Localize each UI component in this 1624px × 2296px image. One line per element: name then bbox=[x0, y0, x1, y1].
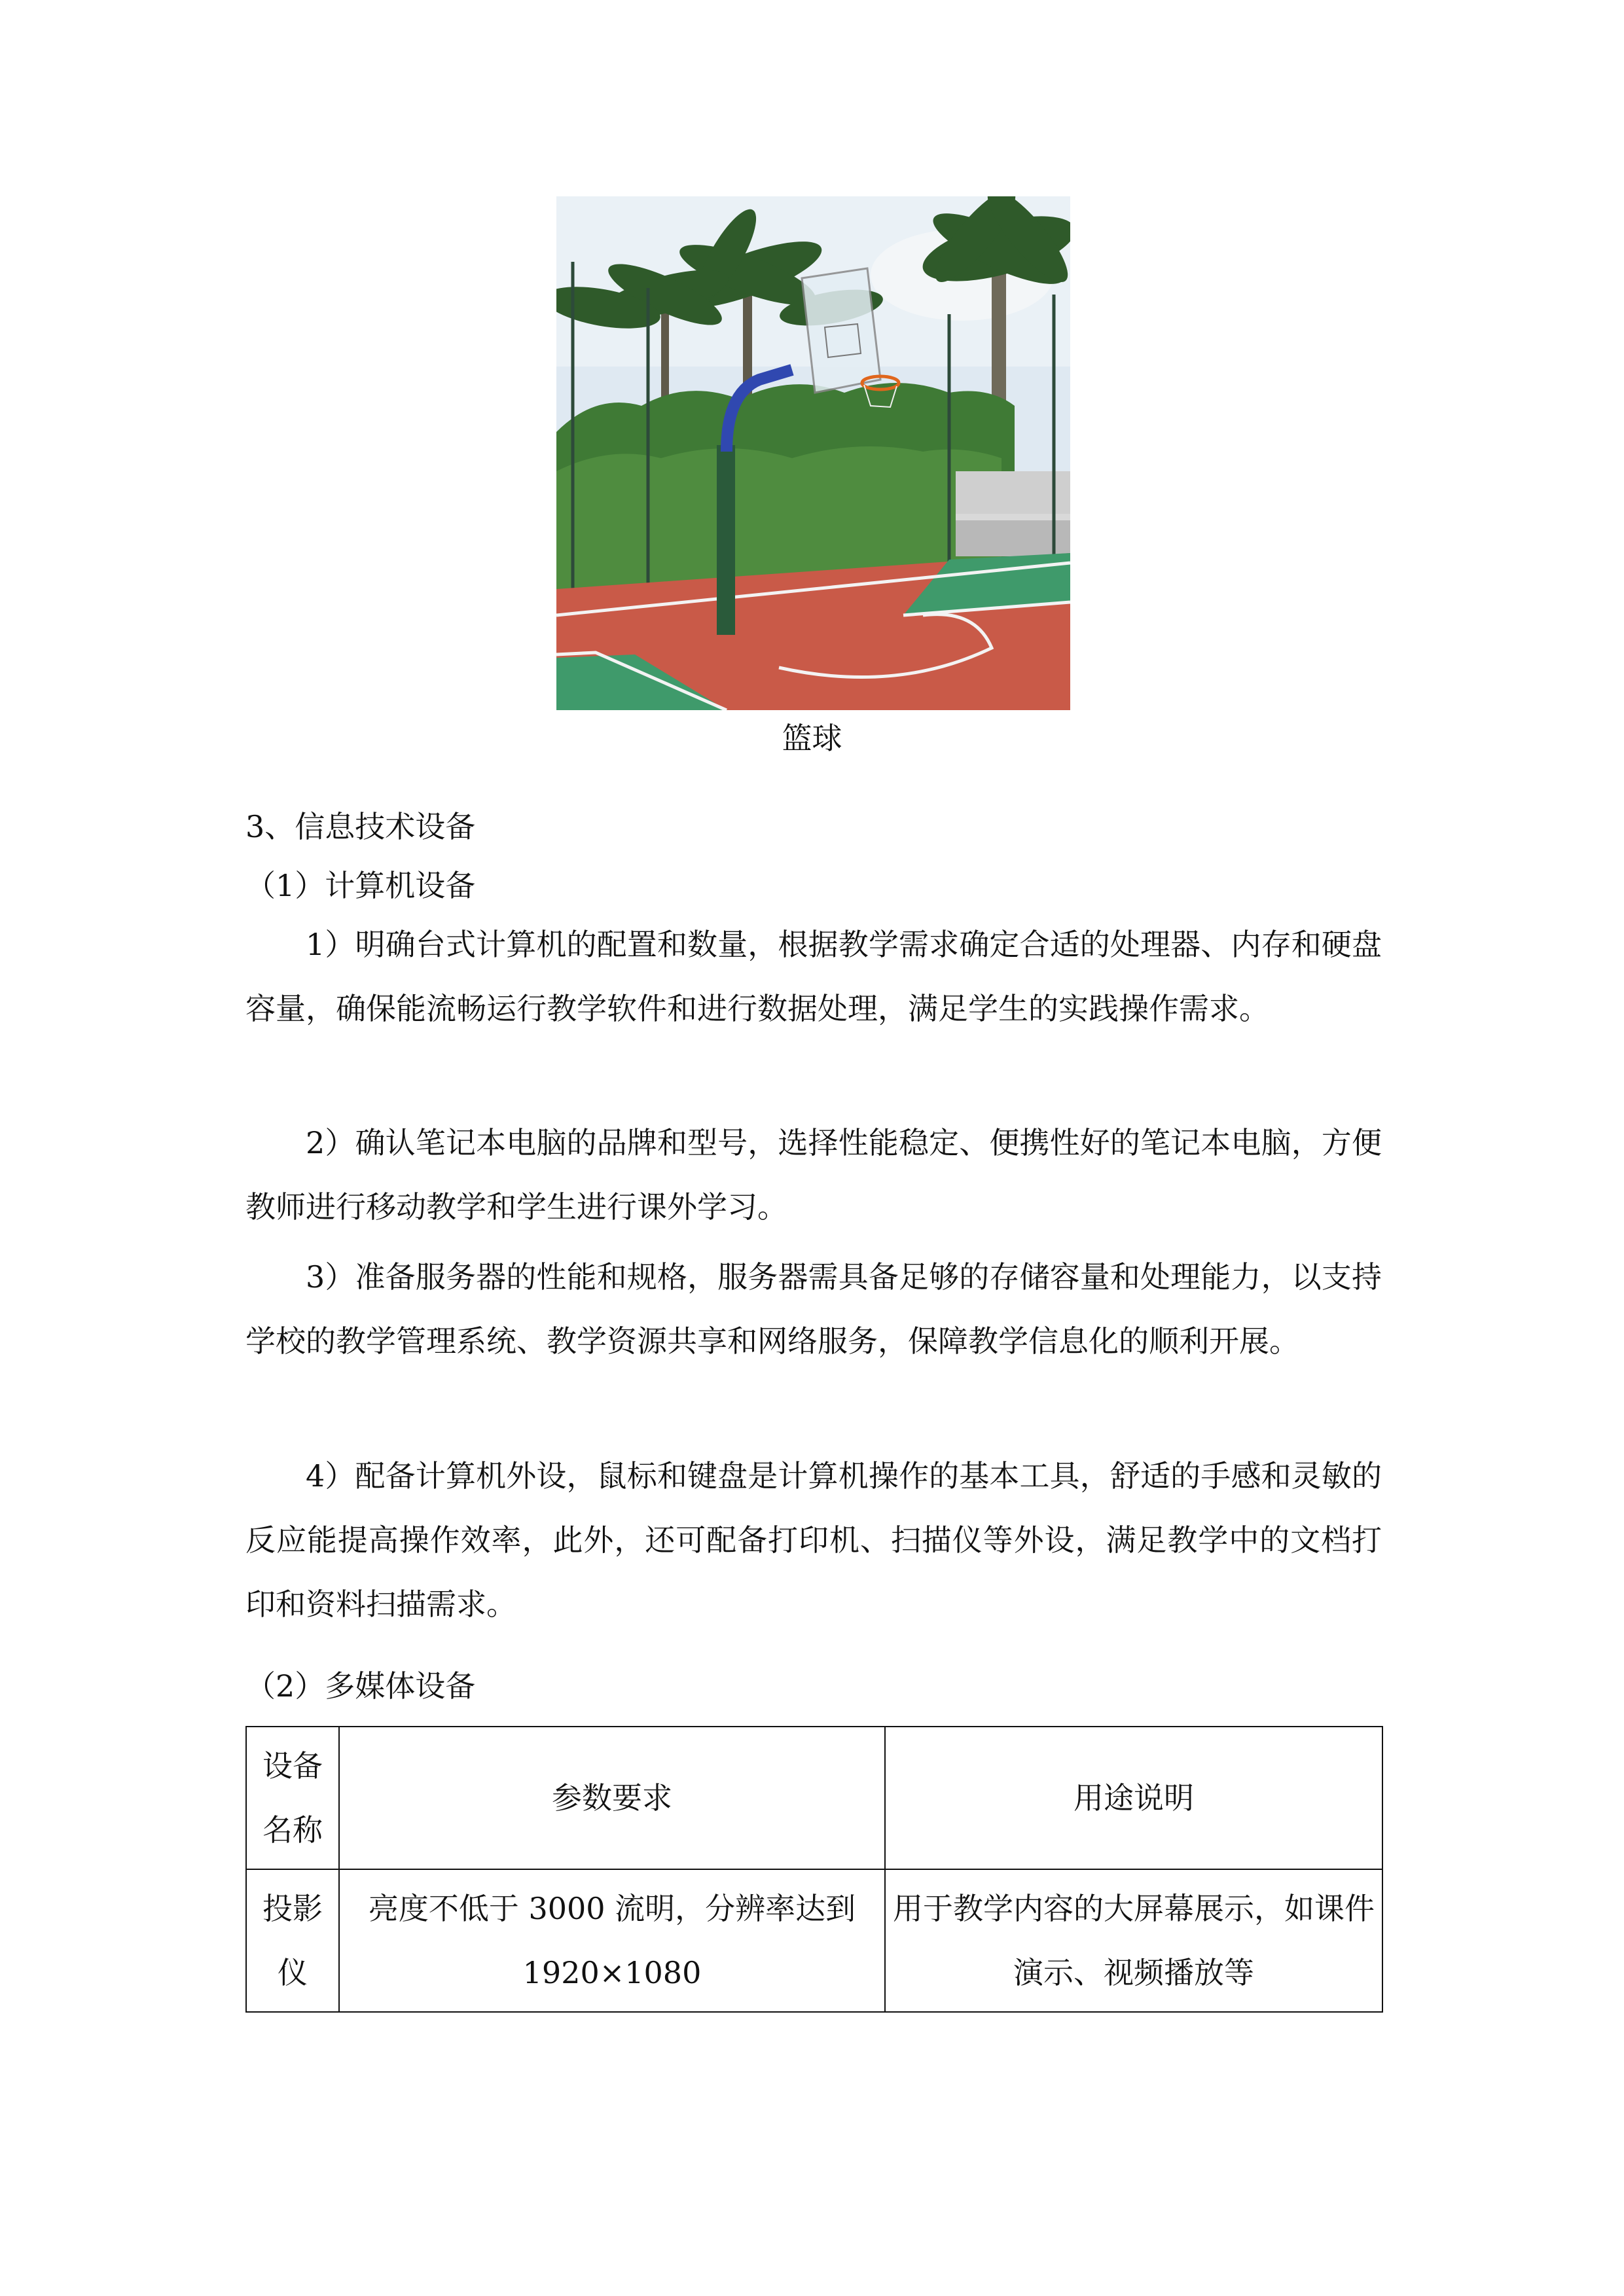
paragraph-desktop: 1）明确台式计算机的配置和数量，根据教学需求确定合适的处理器、内存和硬盘容量，确保能流畅运行教学软件和进行数据处理，满足学生的实践操作需求。 bbox=[245, 927, 1382, 1026]
basketball-court-photo bbox=[556, 196, 1070, 710]
paragraph-peripherals: 4）配备计算机外设，鼠标和键盘是计算机操作的基本工具，舒适的手感和灵敏的反应能提高操作效率，此外，还可配备打印机、扫描仪等外设，满足教学中的文档打印和资料扫描需求。 bbox=[245, 1458, 1382, 1622]
paragraph-laptop: 2）确认笔记本电脑的品牌和型号，选择性能稳定、便携性好的笔记本电脑，方便教师进行移动教学和学生进行课外学习。 bbox=[245, 1125, 1382, 1225]
table-row bbox=[246, 1869, 1382, 2012]
paragraph-server: 3）准备服务器的性能和规格，服务器需具备足够的存储容量和处理能力，以支持学校的教学管理系统、教学资源共享和网络服务，保障教学信息化的顺利开展。 bbox=[245, 1259, 1382, 1359]
table-header-row bbox=[246, 1727, 1382, 1869]
figure-caption: 篮球 bbox=[782, 721, 842, 756]
header-device-name: 设备名称 bbox=[246, 1727, 339, 1869]
multimedia-equipment-table bbox=[245, 1726, 1383, 2013]
section-heading: 3、信息技术设备 bbox=[245, 809, 476, 844]
header-parameters: 参数要求 bbox=[339, 1727, 885, 1869]
subsection-heading-computers: （1）计算机设备 bbox=[245, 868, 476, 903]
cell-usage: 用于教学内容的大屏幕展示，如课件演示、视频播放等 bbox=[885, 1869, 1382, 2012]
subsection-heading-multimedia: （2）多媒体设备 bbox=[245, 1668, 476, 1704]
cell-device-name: 投影仪 bbox=[246, 1869, 339, 2012]
cell-parameters: 亮度不低于 3000 流明，分辨率达到1920×1080 bbox=[339, 1869, 885, 2012]
header-usage: 用途说明 bbox=[885, 1727, 1382, 1869]
